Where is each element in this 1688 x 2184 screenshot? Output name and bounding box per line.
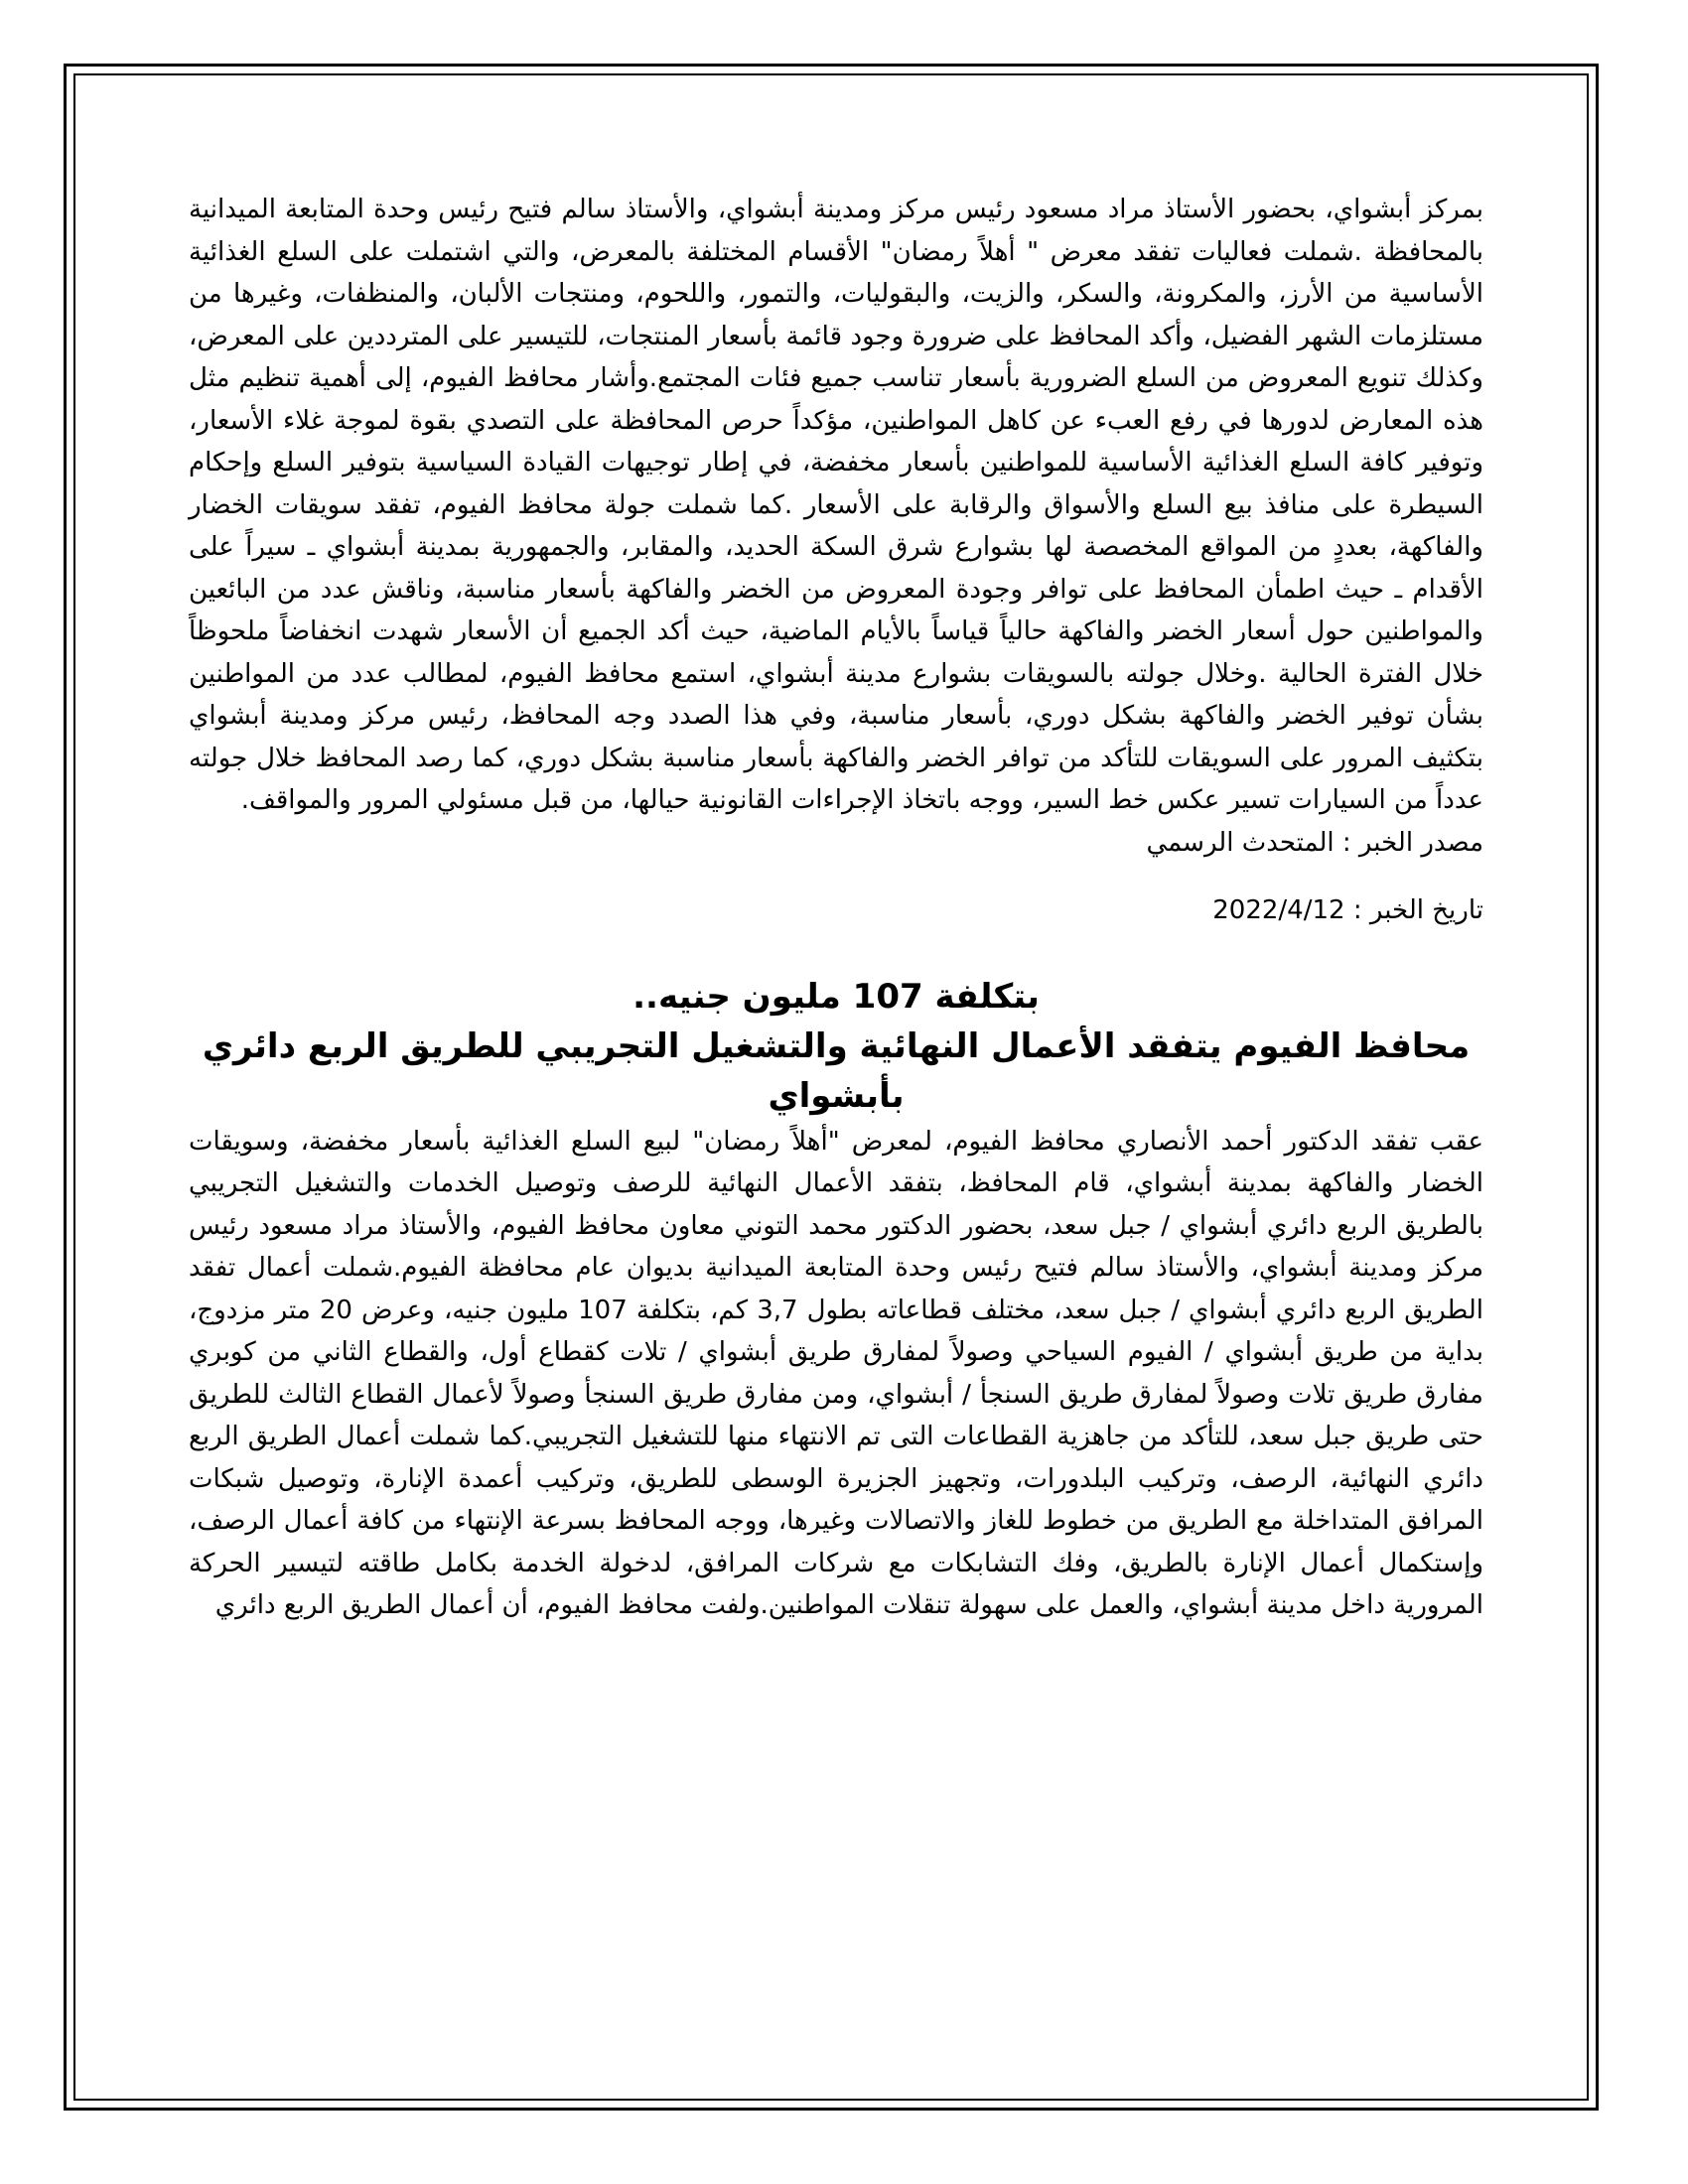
article1-body: بمركز أبشواي، بحضور الأستاذ مراد مسعود رئيس مركز ومدينة أبشواي، والأستاذ سالم فتيح رئيس وحدة المتابعة الميدانية بالمحافظة .شملت فعاليات تفقد معرض " أهلاً رمضان" الأقسام المختلفة بالمعرض، والتي اشتملت على السلع الغذائية الأساسية من الأرز، والمكرونة، والسكر، والزيت، والبقوليات، والتمور، واللحوم، ومنتجات الألبان، والمنظفات، وغيرها من مستلزمات الشهر الفضيل، وأكد المحافظ على ضرورة وجود قائمة بأسعار المنتجات، للتيسير على المترددين على المعرض، وكذلك تنويع المعروض من السلع الضرورية بأسعار تناسب جميع فئات المجتمع.وأشار محافظ الفيوم، إلى أهمية تنظيم مثل هذه المعارض لدورها في رفع العبء عن كاهل المواطنين، مؤكداً حرص المحافظة على التصدي بقوة لموجة غلاء الأسعار، وتوفير كافة السلع الغذائية الأساسية للمواطنين بأسعار مخفضة، في إطار توجيهات القيادة السياسية بتوفير السلع وإحكام السيطرة على منافذ بيع السلع والأسواق والرقابة على الأسعار .كما شملت جولة محافظ الفيوم، تفقد سويقات الخضار والفاكهة، بعددٍ من المواقع المخصصة لها بشوارع شرق السكة الحديد، والمقابر، والجمهورية بمدينة أبشواي ـ سيراً على الأقدام ـ حيث اطمأن المحافظ على توافر وجودة المعروض من الخضر والفاكهة بأسعار مناسبة، وناقش عدد من البائعين والمواطنين حول أسعار الخضر والفاكهة حالياً قياساً بالأيام الماضية، حيث أكد الجميع أن الأسعار شهدت انخفاضاً ملحوظاً خلال الفترة الحالية .وخلال جولته بالسويقات بشوارع مدينة أبشواي، استمع محافظ الفيوم، لمطالب عدد من المواطنين بشأن توفير الخضر والفاكهة بشكل دوري، بأسعار مناسبة، وفي هذا الصدد وجه المحافظ، رئيس مركز ومدينة أبشواي بتكثيف المرور على السويقات للتأكد من توافر الخضر والفاكهة بأسعار مناسبة بشكل دوري، كما رصد المحافظ خلال جولته عدداً من السيارات تسير عكس خط السير، ووجه باتخاذ الإجراءات القانونية حيالها، من قبل مسئولي المرور والمواقف. — [189, 195, 1483, 815]
article1-source: مصدر الخبر : المتحدث الرسمي — [1146, 827, 1483, 858]
document-content — [189, 189, 1483, 1627]
article1-date: تاريخ الخبر : 2022/4/12 — [1212, 895, 1483, 925]
article2-headline-line3: بأبشواي — [768, 1075, 905, 1116]
article2-headline-line2: محافظ الفيوم يتفقد الأعمال النهائية والتشغيل التجريبي للطريق الربع دائري — [202, 1025, 1471, 1066]
article2-headline-line1: بتكلفة 107 مليون جنيه.. — [633, 976, 1040, 1017]
article2-body: عقب تفقد الدكتور أحمد الأنصاري محافظ الفيوم، لمعرض "أهلاً رمضان" لبيع السلع الغذائية بأسعار مخفضة، وسويقات الخضار والفاكهة بمدينة أبشواي، قام المحافظ، بتفقد الأعمال النهائية للرصف وتوصيل الخدمات والتشغيل التجريبي بالطريق الربع دائري أبشواي / جبل سعد، بحضور الدكتور محمد التوني معاون محافظ الفيوم، والأستاذ مراد مسعود رئيس مركز ومدينة أبشواي، والأستاذ سالم فتيح رئيس وحدة المتابعة الميدانية بديوان عام محافظة الفيوم.شملت أعمال تفقد الطريق الربع دائري أبشواي / جبل سعد، مختلف قطاعاته بطول 3,7 كم، بتكلفة 107 مليون جنيه، وعرض 20 متر مزدوج، بداية من طريق أبشواي / الفيوم السياحي وصولاً لمفارق طريق أبشواي / تلات كقطاع أول، والقطاع الثاني من كوبري مفارق طريق تلات وصولاً لمفارق طريق السنجأ / أبشواي، ومن مفارق طريق السنجأ وصولاً لأعمال القطاع الثالث للطريق حتى طريق جبل سعد، للتأكد من جاهزية القطاعات التى تم الانتهاء منها للتشغيل التجريبي.كما شملت أعمال الطريق الربع دائري النهائية، الرصف، وتركيب البلدورات، وتجهيز الجزيرة الوسطى للطريق، وتركيب أعمدة الإنارة، وتوصيل شبكات المرافق المتداخلة مع الطريق من خطوط للغاز والاتصالات وغيرها، ووجه المحافظ بسرعة الإنتهاء من كافة أعمال الرصف، وإستكمال أعمال الإنارة بالطريق، وفك التشابكات مع شركات المرافق، لدخولة الخدمة بكامل طاقته لتيسير الحركة المرورية داخل مدينة أبشواي، والعمل على سهولة تنقلات المواطنين.ولفت محافظ الفيوم، أن أعمال الطريق الربع دائري — [189, 1126, 1483, 1620]
